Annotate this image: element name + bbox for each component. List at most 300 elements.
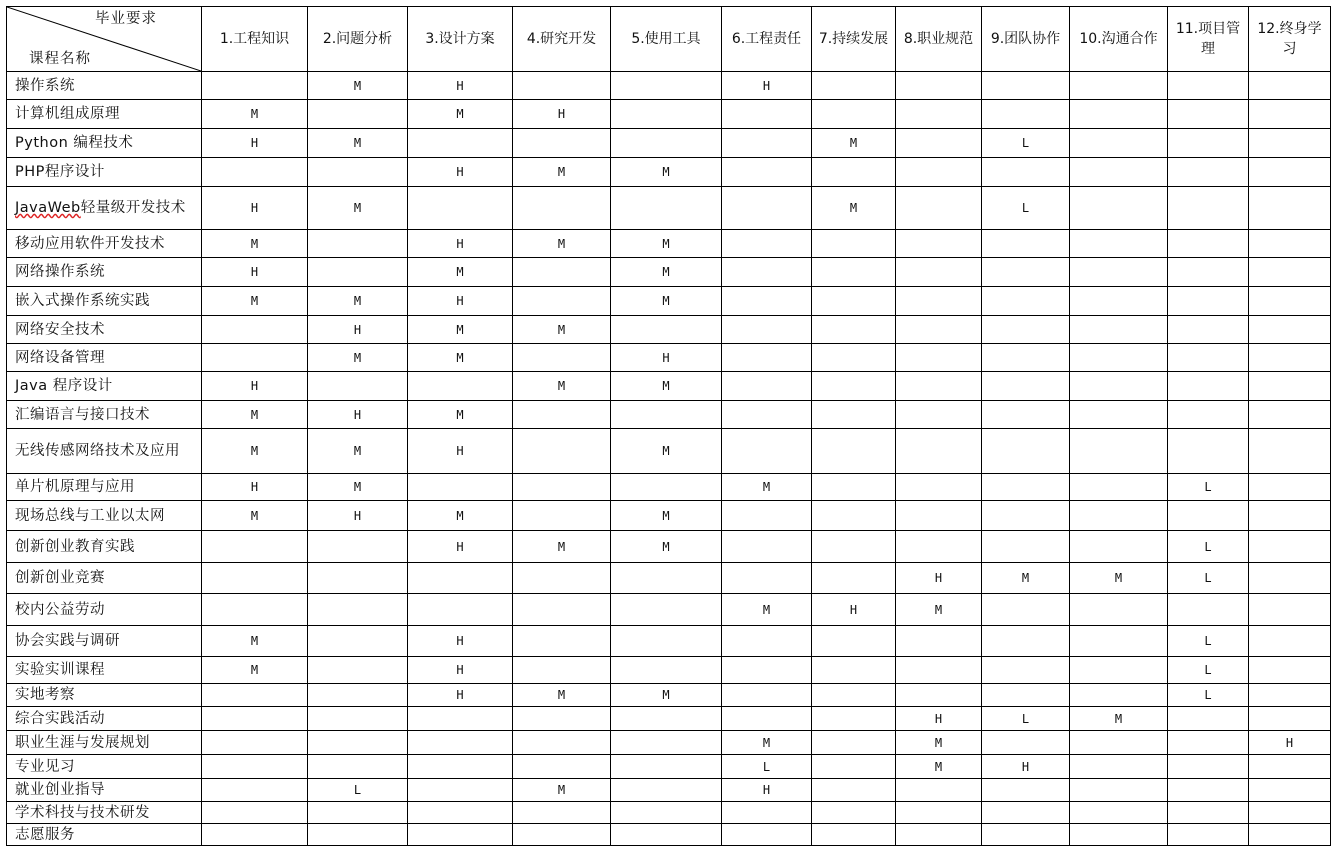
support-level-cell [513,474,611,501]
course-name: 实地考察 [7,684,202,707]
support-level-cell [982,258,1070,287]
course-row [7,594,1331,626]
support-level-cell [202,802,308,824]
requirement-header: 9.团队协作 [982,7,1070,72]
support-level-cell [611,401,722,429]
support-level-cell: H [408,158,513,187]
support-level-cell [722,531,812,563]
support-level-cell: H [408,230,513,258]
support-level-cell [1168,401,1249,429]
support-level-cell [982,72,1070,100]
support-level-cell [812,72,896,100]
course-name: Java 程序设计 [7,372,202,401]
support-level-cell [611,779,722,802]
support-level-cell [611,72,722,100]
support-level-cell: M [896,755,982,779]
support-level-cell [1249,316,1331,344]
requirement-header: 3.设计方案 [408,7,513,72]
support-level-cell [308,802,408,824]
spellcheck-underline: JavaWeb [15,200,81,216]
support-level-cell [722,626,812,657]
support-level-cell [812,401,896,429]
support-level-cell [308,824,408,846]
support-level-cell [1168,755,1249,779]
support-level-cell [1249,429,1331,474]
support-level-cell [513,401,611,429]
support-level-cell [513,707,611,731]
course-name: 专业见习 [7,755,202,779]
requirement-header: 11.项目管理 [1168,7,1249,72]
support-level-cell [722,657,812,684]
support-level-cell [1168,258,1249,287]
support-level-cell [812,657,896,684]
support-level-cell: M [722,594,812,626]
support-level-cell [812,230,896,258]
support-level-cell [611,626,722,657]
support-level-cell: M [308,429,408,474]
course-name: 现场总线与工业以太网 [7,501,202,531]
support-level-cell [896,287,982,316]
support-level-cell: M [611,429,722,474]
support-level-cell [982,779,1070,802]
support-level-cell [1070,755,1168,779]
support-level-cell [1249,626,1331,657]
support-level-cell [1249,594,1331,626]
support-level-cell [202,779,308,802]
support-level-cell [1070,501,1168,531]
support-level-cell: H [611,344,722,372]
support-level-cell: M [308,187,408,230]
course-row [7,344,1331,372]
support-level-cell [1168,158,1249,187]
support-level-cell [1168,731,1249,755]
support-level-cell: M [611,258,722,287]
support-level-cell [982,287,1070,316]
course-requirement-matrix [6,6,1331,846]
support-level-cell [982,531,1070,563]
course-row [7,72,1331,100]
support-level-cell: H [202,474,308,501]
support-level-cell [1070,684,1168,707]
support-level-cell [896,429,982,474]
support-level-cell [1249,158,1331,187]
support-level-cell [1070,824,1168,846]
course-row [7,531,1331,563]
support-level-cell [982,316,1070,344]
support-level-cell [896,501,982,531]
course-row [7,187,1331,230]
support-level-cell [812,372,896,401]
support-level-cell [1168,129,1249,158]
course-name: 单片机原理与应用 [7,474,202,501]
course-row [7,779,1331,802]
support-level-cell [812,563,896,594]
support-level-cell: M [513,531,611,563]
support-level-cell [1168,187,1249,230]
support-level-cell [982,230,1070,258]
support-level-cell [202,316,308,344]
support-level-cell [1070,287,1168,316]
support-level-cell [1070,258,1168,287]
support-level-cell [1070,626,1168,657]
support-level-cell [1249,401,1331,429]
support-level-cell: L [308,779,408,802]
support-level-cell [611,187,722,230]
course-name: 就业创业指导 [7,779,202,802]
support-level-cell: M [202,429,308,474]
course-row [7,626,1331,657]
support-level-cell: M [202,230,308,258]
support-level-cell: M [611,684,722,707]
support-level-cell [1168,779,1249,802]
support-level-cell [513,129,611,158]
course-row [7,563,1331,594]
course-row [7,474,1331,501]
course-name: Python 编程技术 [7,129,202,158]
support-level-cell [896,72,982,100]
support-level-cell [408,779,513,802]
support-level-cell: H [408,72,513,100]
support-level-cell: M [611,372,722,401]
support-level-cell: H [308,401,408,429]
support-level-cell [1249,531,1331,563]
support-level-cell: M [202,626,308,657]
support-level-cell [611,129,722,158]
support-level-cell [202,344,308,372]
support-level-cell [722,287,812,316]
course-row [7,657,1331,684]
course-name: 无线传感网络技术及应用 [7,429,202,474]
support-level-cell [513,594,611,626]
support-level-cell [308,372,408,401]
support-level-cell [1249,230,1331,258]
support-level-cell [1070,594,1168,626]
support-level-cell [812,100,896,129]
support-level-cell [722,501,812,531]
support-level-cell: M [308,474,408,501]
support-level-cell: M [308,287,408,316]
support-level-cell [308,657,408,684]
support-level-cell [722,258,812,287]
support-level-cell [513,501,611,531]
support-level-cell [722,230,812,258]
support-level-cell: H [202,187,308,230]
support-level-cell: M [513,230,611,258]
requirement-header: 10.沟通合作 [1070,7,1168,72]
support-level-cell [896,531,982,563]
support-level-cell [1168,72,1249,100]
support-level-cell: H [408,531,513,563]
support-level-cell: M [513,684,611,707]
support-level-cell [513,755,611,779]
support-level-cell: M [896,731,982,755]
support-level-cell [308,258,408,287]
support-level-cell [308,158,408,187]
support-level-cell [202,594,308,626]
support-level-cell [1168,287,1249,316]
support-level-cell [1168,316,1249,344]
header-row [7,7,1331,72]
support-level-cell [896,626,982,657]
support-level-cell [202,824,308,846]
support-level-cell [308,731,408,755]
support-level-cell [1070,372,1168,401]
requirement-header: 1.工程知识 [202,7,308,72]
support-level-cell [408,755,513,779]
support-level-cell [1249,287,1331,316]
support-level-cell [202,563,308,594]
support-level-cell [513,344,611,372]
support-level-cell [812,429,896,474]
support-level-cell: M [202,501,308,531]
support-level-cell [896,824,982,846]
course-name: 创新创业教育实践 [7,531,202,563]
support-level-cell: M [1070,563,1168,594]
support-level-cell [1249,372,1331,401]
support-level-cell [812,158,896,187]
support-level-cell [812,802,896,824]
support-level-cell [896,401,982,429]
support-level-cell [722,824,812,846]
support-level-cell [982,684,1070,707]
support-level-cell [611,824,722,846]
support-level-cell [982,100,1070,129]
support-level-cell [1168,230,1249,258]
corner-requirements-label: 毕业要求 [95,11,157,27]
support-level-cell [1249,657,1331,684]
support-level-cell [408,474,513,501]
support-level-cell [1249,344,1331,372]
support-level-cell: M [982,563,1070,594]
support-level-cell [896,657,982,684]
support-level-cell [812,755,896,779]
support-level-cell [1168,824,1249,846]
support-level-cell: H [408,626,513,657]
course-row [7,429,1331,474]
support-level-cell [308,755,408,779]
support-level-cell: H [408,287,513,316]
support-level-cell [812,258,896,287]
support-level-cell [1249,100,1331,129]
support-level-cell [896,684,982,707]
matrix-container [6,6,1331,846]
course-name: 职业生涯与发展规划 [7,731,202,755]
support-level-cell: L [1168,474,1249,501]
support-level-cell [513,824,611,846]
course-row [7,731,1331,755]
support-level-cell [1249,187,1331,230]
support-level-cell [896,802,982,824]
course-row [7,129,1331,158]
support-level-cell: H [812,594,896,626]
course-row [7,158,1331,187]
support-level-cell [896,100,982,129]
support-level-cell [722,316,812,344]
support-level-cell [408,563,513,594]
support-level-cell [722,129,812,158]
course-name: 创新创业竞赛 [7,563,202,594]
support-level-cell: M [513,158,611,187]
support-level-cell [1070,401,1168,429]
support-level-cell [611,563,722,594]
support-level-cell [722,707,812,731]
support-level-cell [202,72,308,100]
support-level-cell [812,474,896,501]
support-level-cell [722,344,812,372]
course-row [7,401,1331,429]
support-level-cell [513,429,611,474]
support-level-cell [513,187,611,230]
support-level-cell [722,372,812,401]
support-level-cell: M [408,344,513,372]
support-level-cell: H [896,707,982,731]
support-level-cell [1070,100,1168,129]
support-level-cell: H [408,657,513,684]
support-level-cell [982,158,1070,187]
support-level-cell: M [308,344,408,372]
support-level-cell [1070,187,1168,230]
requirement-header: 4.研究开发 [513,7,611,72]
support-level-cell [1168,344,1249,372]
support-level-cell [202,158,308,187]
course-name: 综合实践活动 [7,707,202,731]
support-level-cell [722,187,812,230]
support-level-cell [1249,501,1331,531]
course-row [7,287,1331,316]
support-level-cell [1070,474,1168,501]
support-level-cell [896,344,982,372]
support-level-cell [1070,657,1168,684]
support-level-cell [1249,824,1331,846]
support-level-cell: H [896,563,982,594]
course-name: 协会实践与调研 [7,626,202,657]
support-level-cell: M [408,258,513,287]
support-level-cell [1249,72,1331,100]
support-level-cell [611,731,722,755]
support-level-cell [1168,594,1249,626]
support-level-cell [812,779,896,802]
support-level-cell [812,287,896,316]
course-name: 操作系统 [7,72,202,100]
support-level-cell [1249,755,1331,779]
support-level-cell: M [611,158,722,187]
course-name: PHP程序设计 [7,158,202,187]
course-name: 移动应用软件开发技术 [7,230,202,258]
support-level-cell [722,802,812,824]
support-level-cell: H [308,316,408,344]
course-name: JavaWeb轻量级开发技术 [7,187,202,230]
support-level-cell [408,731,513,755]
support-level-cell [308,626,408,657]
support-level-cell [896,316,982,344]
support-level-cell [812,344,896,372]
support-level-cell [513,72,611,100]
support-level-cell [722,684,812,707]
support-level-cell [1249,707,1331,731]
support-level-cell: M [308,129,408,158]
support-level-cell: L [1168,626,1249,657]
support-level-cell [513,731,611,755]
support-level-cell [982,824,1070,846]
support-level-cell [896,474,982,501]
course-name: 学术科技与技术研发 [7,802,202,824]
support-level-cell: L [722,755,812,779]
course-row [7,372,1331,401]
support-level-cell [308,594,408,626]
support-level-cell [408,372,513,401]
support-level-cell [408,129,513,158]
support-level-cell: M [202,401,308,429]
support-level-cell: M [812,187,896,230]
support-level-cell: H [722,72,812,100]
support-level-cell [1070,731,1168,755]
support-level-cell [513,626,611,657]
course-name: 志愿服务 [7,824,202,846]
support-level-cell: H [1249,731,1331,755]
support-level-cell [982,344,1070,372]
requirement-header: 7.持续发展 [812,7,896,72]
support-level-cell: M [513,316,611,344]
course-name: 网络设备管理 [7,344,202,372]
support-level-cell [896,187,982,230]
support-level-cell [896,158,982,187]
support-level-cell [722,100,812,129]
support-level-cell [1070,429,1168,474]
course-row [7,100,1331,129]
support-level-cell [611,657,722,684]
support-level-cell [611,474,722,501]
support-level-cell [722,401,812,429]
course-name: 汇编语言与接口技术 [7,401,202,429]
requirement-header: 5.使用工具 [611,7,722,72]
support-level-cell [982,429,1070,474]
support-level-cell: H [202,129,308,158]
course-name: 计算机组成原理 [7,100,202,129]
support-level-cell: M [308,72,408,100]
course-name: 实验实训课程 [7,657,202,684]
support-level-cell: M [812,129,896,158]
support-level-cell [982,474,1070,501]
support-level-cell [812,684,896,707]
support-level-cell: M [202,657,308,684]
course-name: 网络操作系统 [7,258,202,287]
support-level-cell [202,531,308,563]
support-level-cell: L [1168,684,1249,707]
support-level-cell [722,158,812,187]
support-level-cell: H [308,501,408,531]
support-level-cell: L [982,187,1070,230]
support-level-cell [308,563,408,594]
support-level-cell [1070,316,1168,344]
support-level-cell [982,594,1070,626]
support-level-cell: M [202,287,308,316]
support-level-cell [202,684,308,707]
support-level-cell [611,707,722,731]
support-level-cell: M [896,594,982,626]
support-level-cell [611,316,722,344]
support-level-cell [308,230,408,258]
support-level-cell [308,100,408,129]
support-level-cell: H [408,684,513,707]
support-level-cell: M [408,100,513,129]
support-level-cell [896,372,982,401]
support-level-cell [982,372,1070,401]
support-level-cell: M [408,401,513,429]
support-level-cell [812,707,896,731]
support-level-cell [513,802,611,824]
course-row [7,824,1331,846]
support-level-cell: L [982,129,1070,158]
